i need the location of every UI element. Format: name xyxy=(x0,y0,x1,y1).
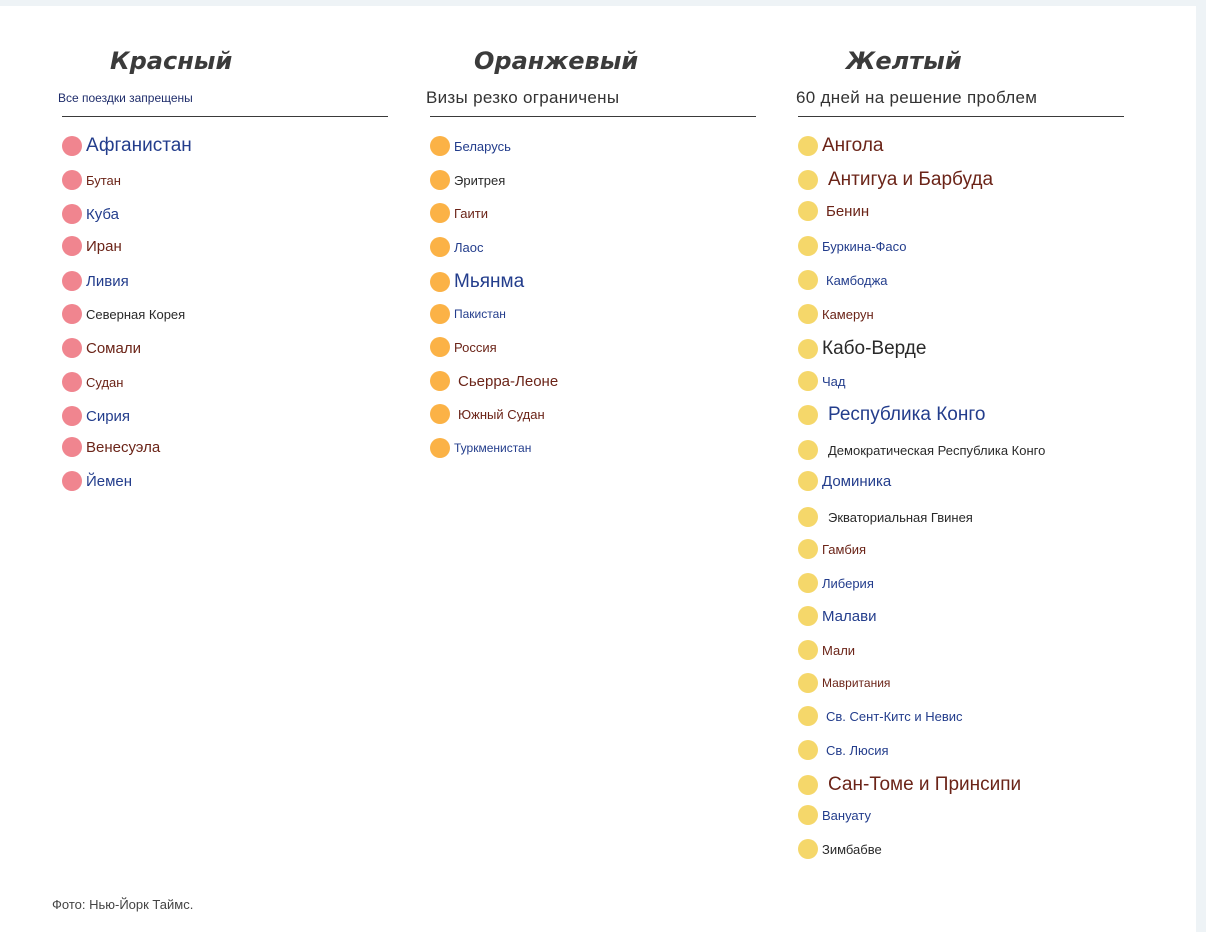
country-name: Св. Сент-Китс и Невис xyxy=(826,708,963,724)
yellow-dot-icon xyxy=(798,507,818,527)
yellow-dot-icon xyxy=(798,201,818,221)
country-name: Россия xyxy=(454,339,497,355)
orange-dot-icon xyxy=(430,136,450,156)
yellow-dot-icon xyxy=(798,136,818,156)
country-name: Мьянма xyxy=(454,271,525,292)
column-subtitle-yellow: 60 дней на решение проблем xyxy=(796,88,1038,107)
orange-dot-icon xyxy=(430,272,450,292)
country-name: Пакистан xyxy=(454,307,506,321)
country-name: Доминика xyxy=(822,472,892,490)
yellow-dot-icon xyxy=(798,775,818,795)
list-item xyxy=(798,706,963,726)
column-title-red: Красный xyxy=(110,47,233,75)
list-item xyxy=(798,270,888,290)
list-item xyxy=(62,204,119,224)
country-name: Камерун xyxy=(822,306,874,322)
orange-dot-icon xyxy=(430,438,450,458)
yellow-dot-icon xyxy=(798,539,818,559)
country-name: Иран xyxy=(86,237,122,255)
list-item xyxy=(430,371,558,391)
country-name: Сомали xyxy=(86,339,141,357)
country-name: Южный Судан xyxy=(458,406,545,422)
orange-dot-icon xyxy=(430,237,450,257)
yellow-dot-icon xyxy=(798,270,818,290)
list-item xyxy=(430,438,531,458)
divider-red xyxy=(62,116,388,117)
list-item xyxy=(798,774,1021,796)
country-name: Куба xyxy=(86,205,119,223)
country-name: Св. Люсия xyxy=(826,742,889,758)
country-name: Сан-Томе и Принсипи xyxy=(828,774,1022,795)
list-item xyxy=(62,135,192,157)
yellow-dot-icon xyxy=(798,170,818,190)
divider-yellow xyxy=(798,116,1124,117)
country-name: Ангола xyxy=(822,135,884,156)
column-title-yellow: Желтый xyxy=(846,47,962,75)
yellow-dot-icon xyxy=(798,236,818,256)
country-name: Сирия xyxy=(86,407,131,425)
country-name: Бенин xyxy=(826,202,870,220)
country-name: Северная Корея xyxy=(86,306,186,322)
yellow-dot-icon xyxy=(798,706,818,726)
country-name: Гамбия xyxy=(822,541,867,557)
country-name: Вануату xyxy=(822,807,871,823)
orange-dot-icon xyxy=(430,404,450,424)
column-red xyxy=(58,44,392,490)
list-item xyxy=(430,404,545,424)
country-name: Либерия xyxy=(822,575,874,591)
red-dot-icon xyxy=(62,338,82,358)
list-item xyxy=(798,573,874,593)
list-item xyxy=(798,404,985,426)
country-name: Судан xyxy=(86,374,124,390)
list-item xyxy=(798,805,871,825)
list-item xyxy=(62,471,132,491)
country-name: Экваториальная Гвинея xyxy=(828,509,973,525)
country-name: Венесуэла xyxy=(86,438,161,456)
column-yellow xyxy=(796,44,1138,857)
country-name: Зимбабве xyxy=(822,841,882,857)
list-item xyxy=(798,304,874,324)
orange-dot-icon xyxy=(430,304,450,324)
right-border xyxy=(1196,0,1206,932)
list-item xyxy=(430,337,497,357)
country-name: Мавритания xyxy=(822,676,891,690)
yellow-dot-icon xyxy=(798,606,818,626)
list-item xyxy=(430,304,506,324)
list-item xyxy=(62,406,130,426)
country-name: Малави xyxy=(822,607,877,625)
red-dot-icon xyxy=(62,406,82,426)
list-item xyxy=(430,237,484,257)
list-item xyxy=(798,201,869,221)
photo-credit: Фото: Нью-Йорк Таймс. xyxy=(52,897,194,912)
list-item xyxy=(430,136,511,156)
country-name: Эритрея xyxy=(454,172,506,188)
country-name: Афганистан xyxy=(86,135,192,156)
red-dot-icon xyxy=(62,304,82,324)
country-name: Камбоджа xyxy=(826,272,888,288)
list-item xyxy=(798,169,993,191)
list-item xyxy=(798,135,883,157)
list-item xyxy=(62,437,160,457)
list-item xyxy=(798,539,866,559)
list-item xyxy=(798,440,1045,460)
country-name: Республика Конго xyxy=(828,404,986,425)
country-name: Йемен xyxy=(86,472,133,490)
orange-dot-icon xyxy=(430,371,450,391)
red-dot-icon xyxy=(62,136,82,156)
country-name: Бутан xyxy=(86,172,121,188)
country-name: Ливия xyxy=(86,272,129,290)
country-name: Сьерра-Леоне xyxy=(458,372,559,390)
list-item xyxy=(62,372,123,392)
yellow-dot-icon xyxy=(798,304,818,324)
yellow-dot-icon xyxy=(798,573,818,593)
list-item xyxy=(798,371,845,391)
list-item xyxy=(62,304,185,324)
red-dot-icon xyxy=(62,471,82,491)
yellow-dot-icon xyxy=(798,471,818,491)
list-item xyxy=(798,640,855,660)
column-orange xyxy=(426,44,760,455)
country-name: Буркина-Фасо xyxy=(822,238,907,254)
country-name: Гаити xyxy=(454,205,489,221)
list-item xyxy=(798,740,889,760)
red-dot-icon xyxy=(62,437,82,457)
column-subtitle-orange: Визы резко ограничены xyxy=(426,88,620,107)
yellow-dot-icon xyxy=(798,673,818,693)
country-name: Кабо-Верде xyxy=(822,338,927,359)
divider-orange xyxy=(430,116,756,117)
red-dot-icon xyxy=(62,170,82,190)
list-item xyxy=(798,236,907,256)
country-name: Лаос xyxy=(454,239,484,255)
orange-dot-icon xyxy=(430,170,450,190)
list-item xyxy=(798,606,876,626)
top-border xyxy=(0,0,1206,6)
list-item xyxy=(798,338,926,360)
yellow-dot-icon xyxy=(798,640,818,660)
list-item xyxy=(430,271,524,293)
column-subtitle-red: Все поездки запрещены xyxy=(58,91,193,105)
country-name: Чад xyxy=(822,373,846,389)
yellow-dot-icon xyxy=(798,371,818,391)
country-name: Антигуа и Барбуда xyxy=(828,169,994,190)
list-item xyxy=(798,471,891,491)
list-item xyxy=(798,507,973,527)
country-name: Туркменистан xyxy=(454,441,532,455)
country-name: Демократическая Республика Конго xyxy=(828,442,1046,458)
yellow-dot-icon xyxy=(798,339,818,359)
country-name: Мали xyxy=(822,642,856,658)
list-item xyxy=(62,338,141,358)
country-name: Беларусь xyxy=(454,138,511,154)
list-item xyxy=(430,170,505,190)
red-dot-icon xyxy=(62,372,82,392)
list-item xyxy=(62,271,129,291)
list-item xyxy=(62,170,121,190)
red-dot-icon xyxy=(62,204,82,224)
red-dot-icon xyxy=(62,236,82,256)
yellow-dot-icon xyxy=(798,440,818,460)
list-item xyxy=(798,673,890,693)
orange-dot-icon xyxy=(430,337,450,357)
list-item xyxy=(798,839,882,859)
list-item xyxy=(62,236,122,256)
red-dot-icon xyxy=(62,271,82,291)
yellow-dot-icon xyxy=(798,805,818,825)
yellow-dot-icon xyxy=(798,405,818,425)
orange-dot-icon xyxy=(430,203,450,223)
yellow-dot-icon xyxy=(798,740,818,760)
column-title-orange: Оранжевый xyxy=(474,47,639,75)
list-item xyxy=(430,203,488,223)
yellow-dot-icon xyxy=(798,839,818,859)
